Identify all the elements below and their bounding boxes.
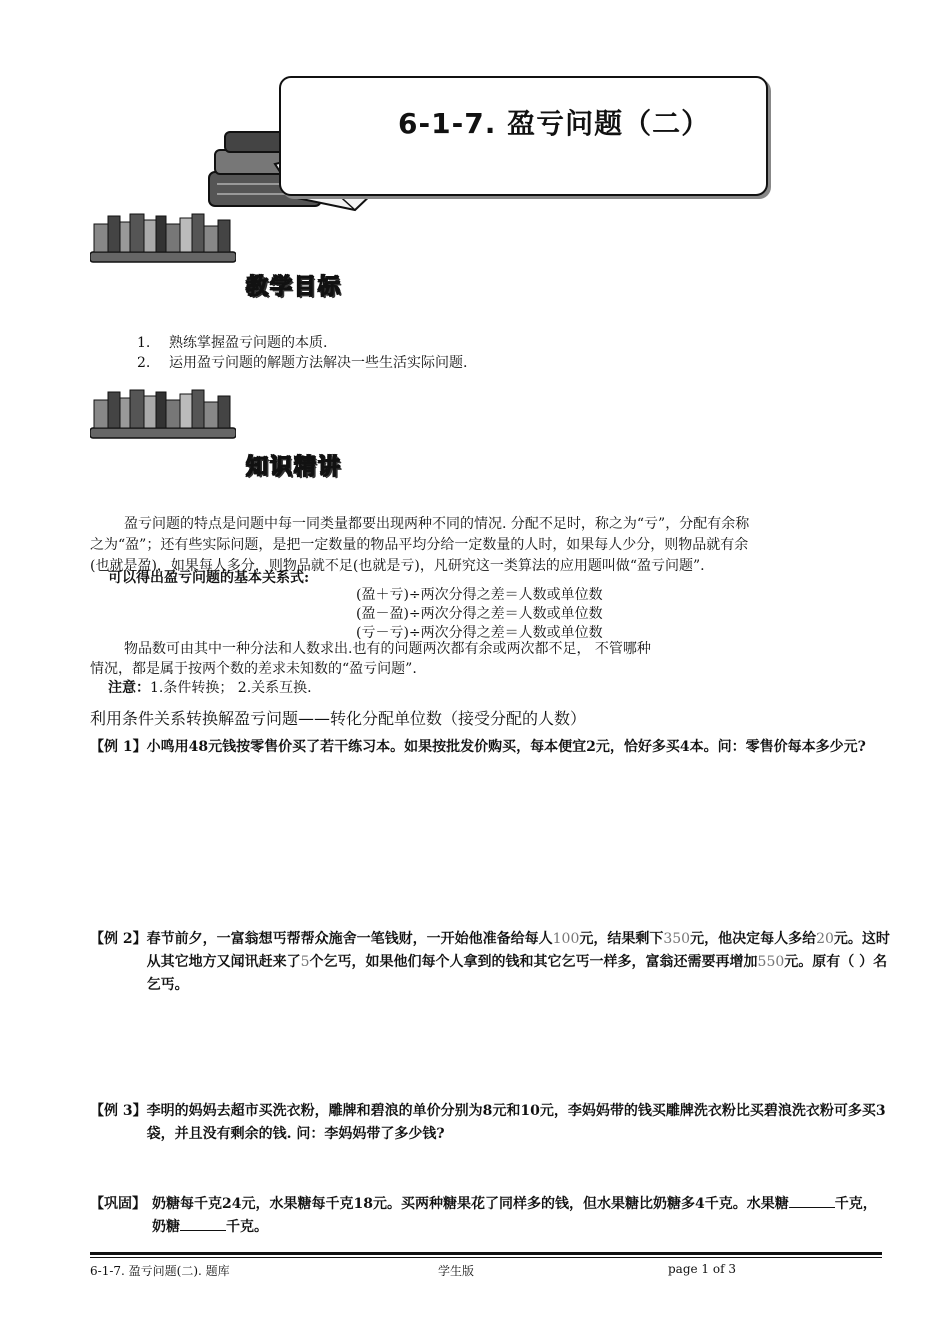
text-segment: 奶糖每千克24元，水果糖每千克18元。买两种糖果花了同样多的钱，但水果糖比奶糖多4千克。水果糖	[152, 1196, 789, 1212]
goal-number: 2.	[137, 355, 151, 371]
example-tag: 【巩固】	[90, 1196, 146, 1212]
example-tag: 【例 2】	[90, 931, 147, 947]
text-segment: 元，他决定每人多给	[690, 931, 817, 947]
example-text	[147, 928, 890, 997]
goal-number: 1.	[137, 335, 151, 351]
text-segment: 元。原有（ ）名乞丐。	[146, 954, 888, 993]
example-text: 小鸣用48元钱按零售价买了若干练习本。如果按批发价购买，每本便宜2元，恰好多买4本。问：零售价每本多少元?	[146, 739, 866, 755]
example-text: 李明的妈妈去超市买洗衣粉，雕牌和碧浪的单价分别为8元和10元，李妈妈带的钱买雕牌洗衣粉比买碧浪洗衣粉可多买3袋，并且没有剩余的钱. 问：李妈妈带了多少钱?	[146, 1103, 886, 1142]
footer-page-number: page 1 of 3	[668, 1262, 736, 1276]
section-title-knowledge: 知识精讲	[246, 455, 343, 480]
method-subheading: 利用条件关系转换解盈亏问题——转化分配单位数（接受分配的人数）	[90, 709, 587, 728]
formula-line: (盈＋亏)÷两次分得之差＝人数或单位数	[356, 587, 603, 603]
text-segment: 个乞丐，如果他们每个人拿到的钱和其它乞丐一样多，富翁还需要再增加	[309, 954, 758, 970]
example-1	[90, 736, 890, 759]
example-text	[152, 1193, 890, 1239]
footer-rule	[90, 1257, 882, 1258]
page-title: 6-1-7. 盈亏问题（二）	[398, 107, 711, 140]
note-text: 1.条件转换； 2.关系互换.	[150, 680, 312, 696]
footer-center: 学生版	[438, 1264, 475, 1278]
example-2	[90, 928, 890, 997]
footer-rule	[90, 1252, 882, 1255]
bookshelf-icon	[90, 388, 236, 440]
answer-blank[interactable]	[789, 1193, 835, 1208]
bookshelf-icon	[90, 212, 236, 264]
example-tag: 【例 3】	[90, 1103, 147, 1119]
goal-text: 熟练掌握盈亏问题的本质.	[169, 335, 328, 351]
answer-blank[interactable]	[180, 1216, 226, 1231]
text-segment: 千克，奶糖	[152, 1196, 877, 1235]
paragraph-line: (也就是盈)，如果每人多分，则物品就不足(也就是亏)，凡研究这一类算法的应用题叫做“盈亏问题”.	[90, 558, 705, 574]
goal-text: 运用盈亏问题的解题方法解决一些生活实际问题.	[169, 355, 468, 371]
text-segment: 春节前夕，一富翁想丐帮帮众施舍一笔钱财，一开始他准备给每人	[146, 931, 553, 947]
formula-line: (亏－亏)÷两次分得之差＝人数或单位数	[356, 625, 603, 641]
number: 550	[757, 954, 785, 970]
goal-item	[137, 352, 467, 372]
number: 20	[816, 931, 834, 947]
text-segment: 元，结果剩下	[579, 931, 664, 947]
paragraph-line: 物品数可由其中一种分法和人数求出.也有的问题两次都有余或两次都不足， 不管哪种	[124, 641, 651, 657]
section-title-goals: 教学目标	[246, 275, 343, 300]
example-tag: 【例 1】	[90, 739, 147, 755]
note-label: 注意：	[108, 680, 150, 696]
note-line	[108, 678, 312, 699]
goal-item	[137, 332, 327, 352]
footer-left: 6-1-7. 盈亏问题(二). 题库	[90, 1264, 230, 1278]
paragraph-line: 盈亏问题的特点是问题中每一同类量都要出现两种不同的情况. 分配不足时，称之为“亏”，分配有余称	[124, 516, 750, 532]
text-segment: 元。这时从其它地方又闻讯赶来了	[146, 931, 890, 970]
paragraph-line: 之为“盈”；还有些实际问题，是把一定数量的物品平均分给一定数量的人时，如果每人少分，则物品就有余	[90, 537, 749, 553]
number: 5	[300, 954, 310, 970]
relation-label: 可以得出盈亏问题的基本关系式:	[108, 570, 310, 586]
paragraph-line: 情况，都是属于按两个数的差求未知数的“盈亏问题”.	[90, 661, 417, 677]
formula-line: (盈－盈)÷两次分得之差＝人数或单位数	[356, 606, 603, 622]
text-segment: 千克。	[226, 1219, 268, 1235]
example-3	[90, 1100, 890, 1146]
consolidation-exercise	[90, 1193, 890, 1239]
number: 100	[552, 931, 580, 947]
number: 350	[663, 931, 691, 947]
